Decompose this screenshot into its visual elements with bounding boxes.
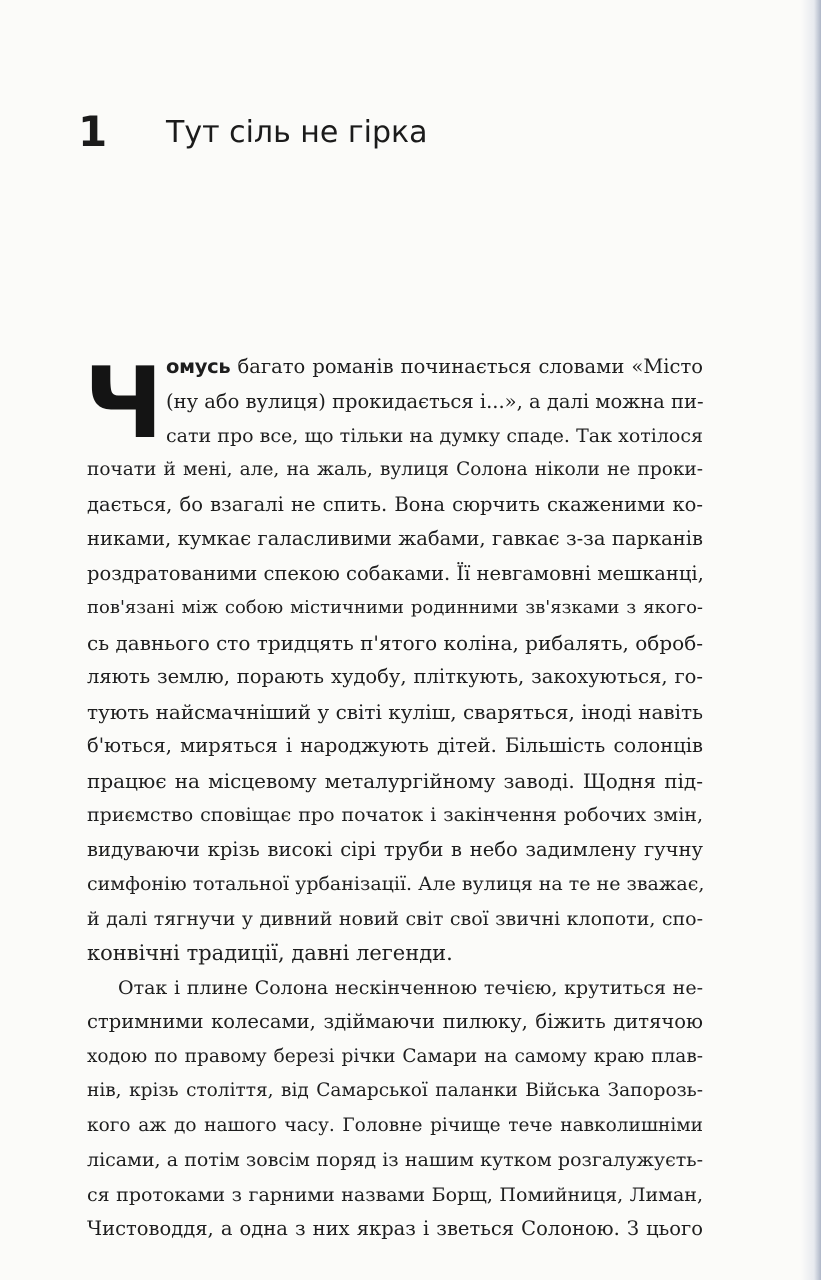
drop-cap: Ч <box>84 347 164 461</box>
text-line: (ну або вулиця) прокидається і...», а далі можна пи- <box>166 390 704 413</box>
text-line: приємство сповіщає про початок і закінчення робочих змін, <box>87 804 703 826</box>
text-line: никами, кумкає галасливими жабами, гавкає з-за парканів <box>87 527 703 550</box>
text-line: кого аж до нашого часу. Головне річище тече навколишніми <box>87 1115 703 1136</box>
text-line: б'ються, миряться і народжують дітей. Більшість солонців <box>87 734 703 757</box>
text-line: сати про все, що тільки на думку спаде. Так хотілося <box>166 425 703 447</box>
text-line: стримними колесами, здіймаючи пилюку, біжить дитячою <box>87 1010 703 1033</box>
text-line: Отак і плине Солона нескінченною течією, крутиться не- <box>118 977 703 999</box>
text-line: ляють землю, порають худобу, пліткують, закохуються, го- <box>87 665 703 688</box>
text-line: ходою по правому березі річки Самари на самому краю плав- <box>87 1046 703 1067</box>
text-line: симфонію тотальної урбанізації. Але вулиця на те не зважає, <box>87 873 705 895</box>
text-line: пов'язані між собою містичними родинними зв'язками з якого- <box>87 597 703 618</box>
text-line: видуваючи крізь високі сірі труби в небо задимлену гучну <box>87 838 703 861</box>
chapter-number: 1 <box>78 107 108 156</box>
text-line: роздратованими спекою собаками. Її невгамовні мешканці, <box>87 562 704 585</box>
page-edge-shadow <box>801 0 821 1280</box>
text-line: лісами, а потім зовсім поряд із нашим кутком розгалужуєть- <box>87 1149 703 1171</box>
text-line: конвічні традиції, давні легенди. <box>87 941 453 965</box>
text-line: працює на місцевому металургійному заводі. Щодня під- <box>87 769 703 793</box>
chapter-title: Тут сіль не гірка <box>166 115 428 150</box>
text-line: дається, бо взагалі не спить. Вона сюрчить скаженими ко- <box>87 493 703 516</box>
text-line: ся протоками з гарними назвами Борщ, Помийниця, Лиман, <box>87 1184 703 1206</box>
text-line: тують найсмачніший у світі куліш, сваряться, іноді навіть <box>87 700 703 724</box>
lead-in-word: омусь <box>166 355 231 378</box>
text-line: Чистоводдя, а одна з них якраз і зветься Солоною. З цього <box>87 1217 703 1240</box>
text-line: нів, крізь століття, від Самарської паланки Війська Запорозь- <box>87 1080 703 1101</box>
text-line: сь давнього сто тридцять п'ятого коліна, рибалять, оброб- <box>87 631 703 655</box>
text-line: почати й мені, але, на жаль, вулиця Солона ніколи не проки- <box>87 459 703 480</box>
text-line: омусь багато романів починається словами «Місто <box>166 355 703 378</box>
text-line: й далі тягнучи у дивний новий світ свої звичні клопоти, спо- <box>87 908 703 930</box>
